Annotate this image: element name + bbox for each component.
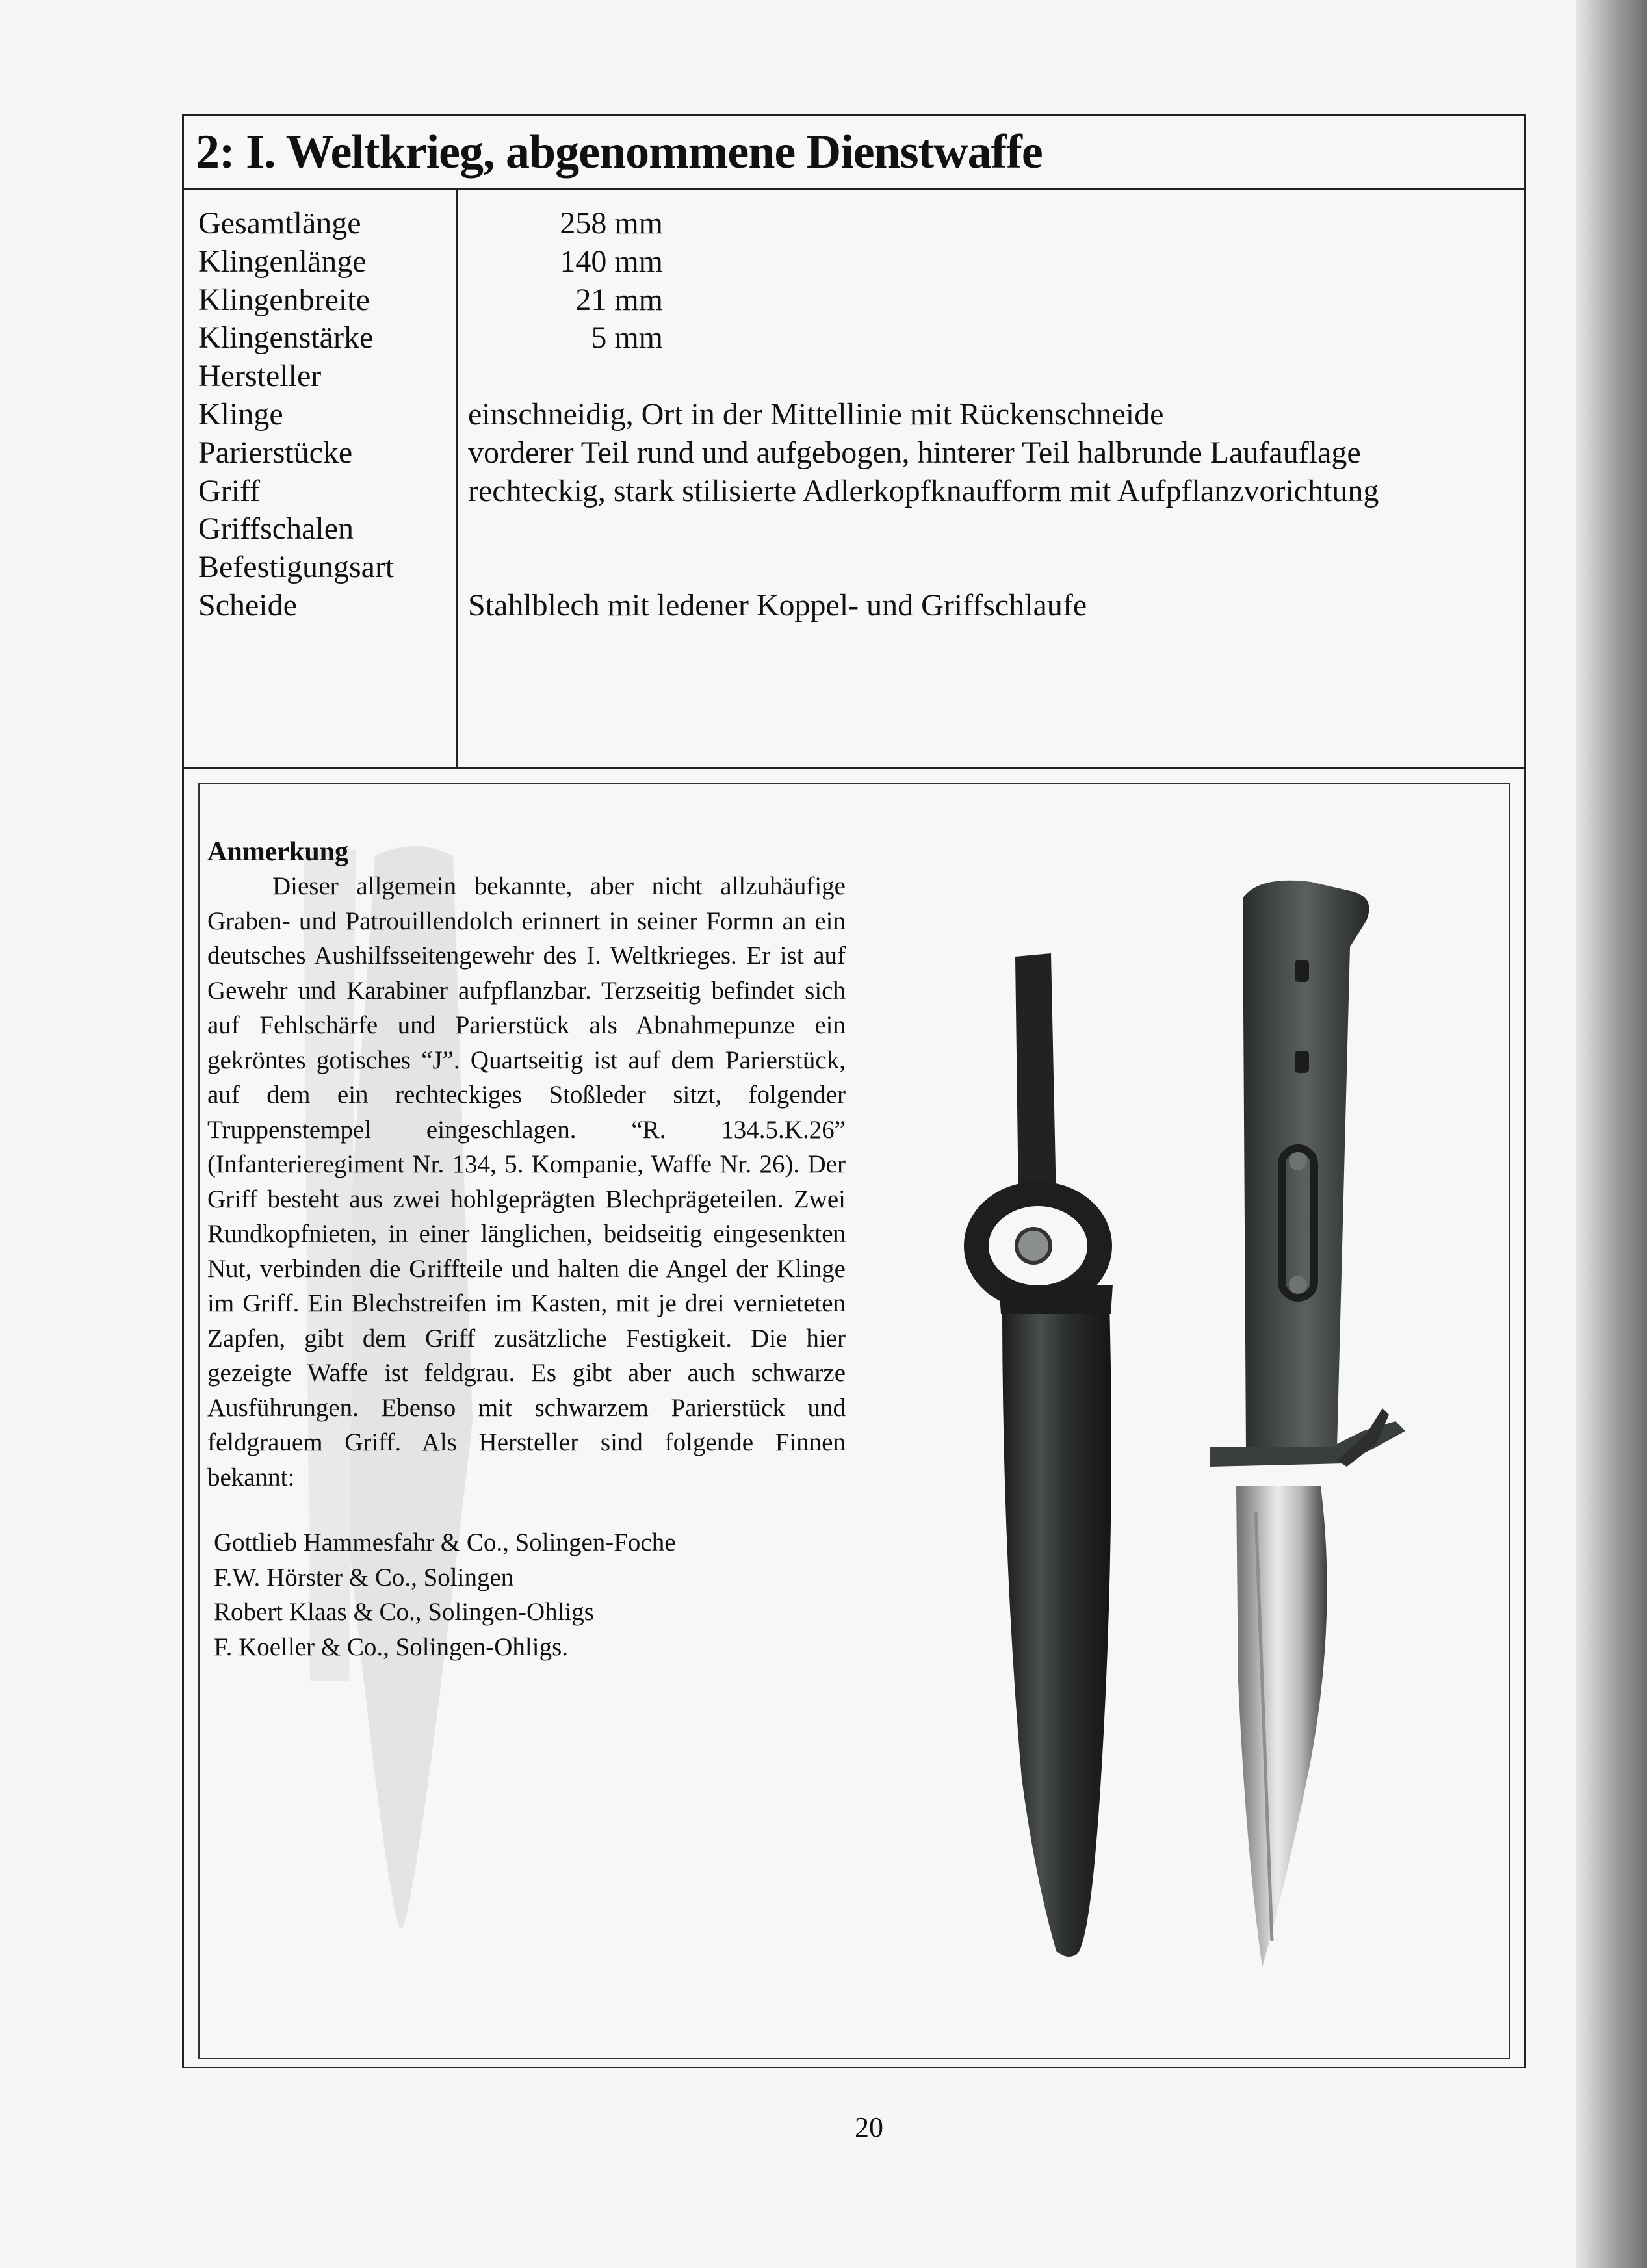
spec-label: Gesamtlänge: [198, 206, 361, 240]
note-inner-frame: [198, 783, 1510, 2059]
entry-frame: [182, 114, 1526, 2068]
spec-labels: [198, 205, 394, 625]
note-section: [184, 769, 1524, 2067]
spec-value: einschneidig, Ort in der Mittellinie mit Rückenschneide: [468, 396, 1164, 432]
spec-column-divider: [456, 190, 458, 767]
spec-value: 5 mm: [591, 320, 663, 355]
spec-label: Klingenlänge: [198, 244, 367, 279]
page-edge-shadow: [1576, 0, 1647, 2268]
spec-label: Befestigungsart: [198, 550, 395, 585]
spec-value: 21 mm: [575, 282, 663, 317]
spec-value: [468, 510, 1379, 548]
spec-label: Hersteller: [198, 359, 322, 394]
spec-label: Klingenstärke: [198, 320, 374, 355]
spec-label: Griff: [198, 473, 261, 508]
note-heading: Anmerkung: [207, 837, 349, 867]
spec-label: Klingenbreite: [198, 282, 370, 317]
spec-label: Parierstücke: [198, 435, 353, 470]
spec-values: [468, 205, 1379, 625]
note-body: Dieser allgemein bekannte, aber nicht allzuhäufige Graben- und Patrouillendolch erinnert in seiner Formn an ein deutsches Aushilfsseitengewehr des I. Weltkrieges. Er ist auf Gewehr und Karabiner aufpflanzbar. Terzseitig befindet sich auf Fehlschärfe und Parierstück als Abnahmepunze ein gekröntes gotisches “J”. Quartseitig ist auf dem Parierstück, auf dem ein rechteckiges Stoßleder sitzt, folgender Truppenstempel eingeschlagen. “R. 134.5.K.26” (Infanterieregiment Nr. 134, 5. Kompanie, Waffe Nr. 26). Der Griff besteht aus zwei hohlgeprägten Blechprägeteilen. Zwei Rundkopfnieten, in einer länglichen, beidseitig eingesenkten Nut, verbinden die Griffteile und halten die Angel der Klinge im Griff. Ein Blechstreifen im Kasten, mit je drei vernieteten Zapfen, gibt dem Griff zusätzliche Festigkeit. Die hier gezeigte Waffe ist feldgrau. Es gibt aber auch schwarze Ausführungen. Ebenso mit schwarzem Parierstück und feldgrauem Griff. Als Hersteller sind folgende Finnen bekannt:: [207, 872, 846, 1491]
spec-label: Griffschalen: [198, 511, 354, 547]
maker-item: Gottlieb Hammesfahr & Co., Solingen-Foche: [214, 1528, 676, 1556]
spec-value: [468, 357, 1379, 396]
spec-label: Scheide: [198, 587, 297, 623]
spec-value: rechteckig, stark stilisierte Adlerkopfknaufform mit Aufpflanzvorichtung: [468, 473, 1379, 508]
spec-value: 258 mm: [560, 206, 663, 240]
dagger-photo: [882, 836, 1506, 2006]
spec-value: [468, 548, 1379, 587]
spec-value: 140 mm: [560, 244, 663, 279]
spec-value: vorderer Teil rund und aufgebogen, hinterer Teil halbrunde Laufauflage: [468, 435, 1361, 470]
maker-item: Robert Klaas & Co., Solingen-Ohligs: [214, 1598, 594, 1626]
entry-title: 2: I. Weltkrieg, abgenommene Dienstwaffe: [196, 125, 1043, 179]
maker-item: F.W. Hörster & Co., Solingen: [214, 1563, 514, 1591]
title-bar: [184, 116, 1524, 190]
spec-table: [184, 190, 1524, 769]
spec-label: Klinge: [198, 396, 283, 432]
page-number: 20: [855, 2111, 883, 2143]
maker-list: [214, 1525, 676, 1664]
maker-item: F. Koeller & Co., Solingen-Ohligs.: [214, 1632, 569, 1661]
spec-value: Stahlblech mit ledener Koppel- und Griffschlaufe: [468, 587, 1087, 623]
